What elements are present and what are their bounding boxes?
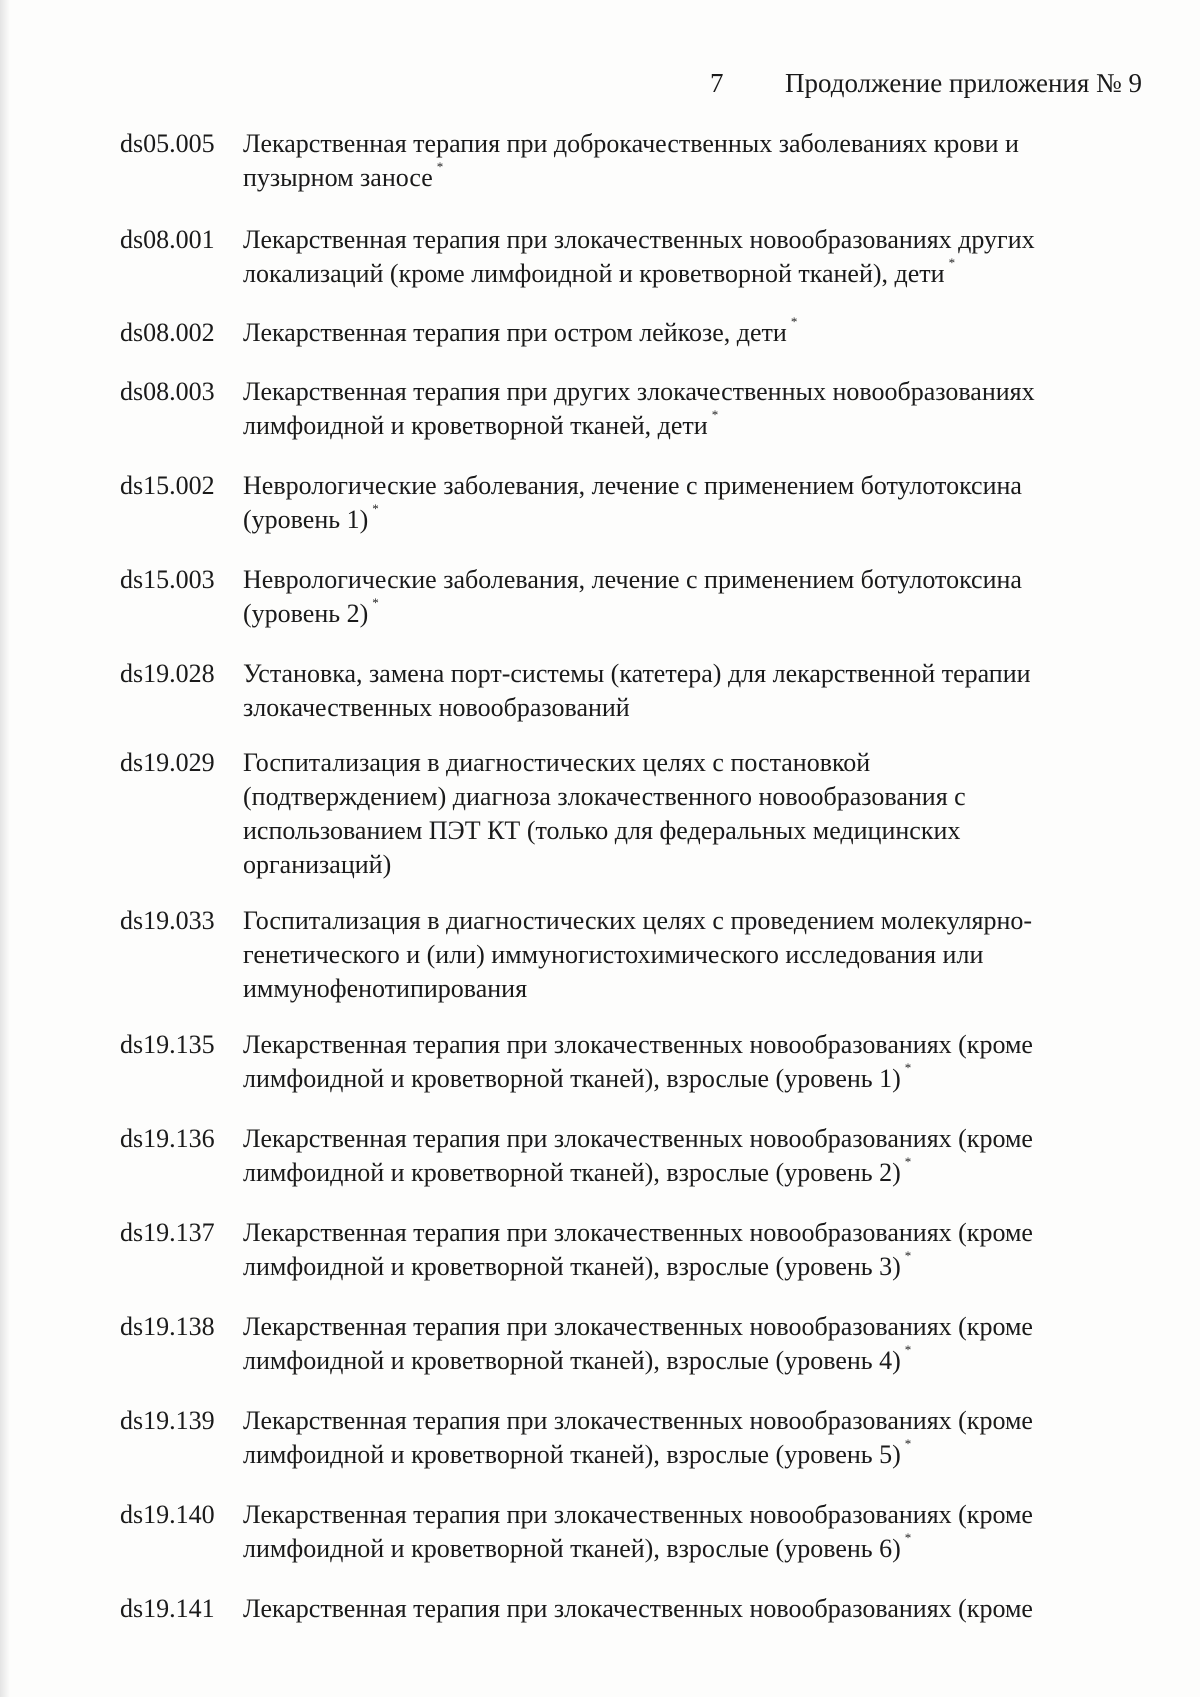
entry-code: ds19.033 bbox=[120, 906, 215, 935]
entry-code: ds08.002 bbox=[120, 318, 215, 347]
description-text: Неврологические заболевания, лечение с применением ботулотоксина bbox=[243, 565, 1022, 594]
asterisk-mark: * bbox=[790, 314, 798, 329]
description-line bbox=[243, 127, 1130, 161]
entry-description bbox=[243, 127, 1130, 199]
description-text: Лекарственная терапия при злокачественных новообразованиях (кроме bbox=[243, 1312, 1033, 1341]
description-line bbox=[243, 691, 1130, 725]
entry-description bbox=[243, 469, 1130, 541]
code-entry bbox=[120, 469, 1130, 541]
entry-description bbox=[243, 316, 1130, 354]
entry-code: ds08.001 bbox=[120, 225, 215, 254]
description-line bbox=[243, 1438, 1130, 1476]
description-line bbox=[243, 1122, 1130, 1156]
code-entry bbox=[120, 1404, 1130, 1476]
asterisk-mark: * bbox=[904, 1060, 912, 1075]
description-text: Лекарственная терапия при злокачественных новообразованиях (кроме bbox=[243, 1594, 1033, 1623]
description-text: Лекарственная терапия при злокачественных новообразованиях (кроме bbox=[243, 1124, 1033, 1153]
scan-edge-shadow bbox=[0, 0, 10, 1697]
entry-description bbox=[243, 1028, 1130, 1100]
asterisk-mark: * bbox=[904, 1248, 912, 1263]
description-line bbox=[243, 1250, 1130, 1288]
code-entry bbox=[120, 1310, 1130, 1382]
code-entry bbox=[120, 1122, 1130, 1194]
description-text: Лекарственная терапия при остром лейкозе, дети bbox=[243, 318, 787, 347]
code-entry bbox=[120, 223, 1130, 295]
entry-description bbox=[243, 223, 1130, 295]
description-line bbox=[243, 563, 1130, 597]
description-text: Лекарственная терапия при других злокачественных новообразованиях bbox=[243, 377, 1035, 406]
description-text: лимфоидной и кроветворной тканей), взрослые (уровень 3) bbox=[243, 1252, 901, 1281]
description-text: использованием ПЭТ КТ (только для федеральных медицинских bbox=[243, 816, 961, 845]
description-line bbox=[243, 1028, 1130, 1062]
asterisk-mark: * bbox=[711, 407, 719, 422]
code-entry bbox=[120, 904, 1130, 1006]
entry-description bbox=[243, 375, 1130, 447]
description-line bbox=[243, 223, 1130, 257]
appendix-continuation-title: Продолжение приложения № 9 bbox=[785, 68, 1143, 98]
entry-description bbox=[243, 657, 1130, 725]
entry-code: ds19.137 bbox=[120, 1218, 215, 1247]
description-line bbox=[243, 1310, 1130, 1344]
entry-description bbox=[243, 563, 1130, 635]
description-line bbox=[243, 1498, 1130, 1532]
description-line bbox=[243, 904, 1130, 938]
asterisk-mark: * bbox=[904, 1342, 912, 1357]
description-line bbox=[243, 375, 1130, 409]
description-text: Установка, замена порт-системы (катетера) для лекарственной терапии bbox=[243, 659, 1031, 688]
description-line bbox=[243, 161, 1130, 199]
description-line bbox=[243, 972, 1130, 1006]
description-line bbox=[243, 1062, 1130, 1100]
code-entry bbox=[120, 316, 1130, 354]
entry-description bbox=[243, 746, 1130, 882]
description-line bbox=[243, 1404, 1130, 1438]
asterisk-mark: * bbox=[372, 595, 379, 610]
entry-description bbox=[243, 1404, 1130, 1476]
code-entry bbox=[120, 127, 1130, 199]
description-line bbox=[243, 1344, 1130, 1382]
asterisk-mark: * bbox=[372, 501, 379, 516]
entry-description bbox=[243, 1592, 1130, 1626]
description-line bbox=[243, 814, 1130, 848]
description-line bbox=[243, 1532, 1130, 1570]
description-text: лимфоидной и кроветворной тканей, дети bbox=[243, 411, 708, 440]
code-entry bbox=[120, 563, 1130, 635]
description-text: организаций) bbox=[243, 850, 392, 879]
description-text: локализаций (кроме лимфоидной и кроветворной тканей), дети bbox=[243, 259, 945, 288]
entry-code: ds19.135 bbox=[120, 1030, 215, 1059]
asterisk-mark: * bbox=[904, 1154, 912, 1169]
description-line bbox=[243, 657, 1130, 691]
code-entry bbox=[120, 657, 1130, 725]
description-text: лимфоидной и кроветворной тканей), взрослые (уровень 5) bbox=[243, 1440, 901, 1469]
description-line bbox=[243, 848, 1130, 882]
description-text: иммунофенотипирования bbox=[243, 974, 528, 1003]
entry-code: ds19.138 bbox=[120, 1312, 215, 1341]
code-entry bbox=[120, 1592, 1130, 1626]
description-line bbox=[243, 409, 1130, 447]
description-line bbox=[243, 1156, 1130, 1194]
description-text: Лекарственная терапия при злокачественных новообразованиях (кроме bbox=[243, 1500, 1033, 1529]
description-text: (уровень 1) bbox=[243, 505, 369, 534]
description-line bbox=[243, 780, 1130, 814]
entry-description bbox=[243, 1310, 1130, 1382]
description-line bbox=[243, 597, 1130, 635]
entry-description bbox=[243, 1498, 1130, 1570]
description-text: Госпитализация в диагностических целях с проведением молекулярно- bbox=[243, 906, 1033, 935]
description-line bbox=[243, 938, 1130, 972]
asterisk-mark: * bbox=[948, 255, 956, 270]
code-entry bbox=[120, 746, 1130, 882]
code-entry bbox=[120, 1216, 1130, 1288]
description-line bbox=[243, 469, 1130, 503]
entry-code: ds19.140 bbox=[120, 1500, 215, 1529]
description-text: лимфоидной и кроветворной тканей), взрослые (уровень 2) bbox=[243, 1158, 901, 1187]
description-text: Неврологические заболевания, лечение с применением ботулотоксина bbox=[243, 471, 1022, 500]
description-text: генетического и (или) иммуногистохимического исследования или bbox=[243, 940, 984, 969]
description-line bbox=[243, 257, 1130, 295]
code-entry bbox=[120, 1028, 1130, 1100]
description-line bbox=[243, 1216, 1130, 1250]
description-text: лимфоидной и кроветворной тканей), взрослые (уровень 1) bbox=[243, 1064, 901, 1093]
entry-description bbox=[243, 1122, 1130, 1194]
description-text: Госпитализация в диагностических целях с постановкой bbox=[243, 748, 871, 777]
entry-code: ds19.141 bbox=[120, 1594, 215, 1623]
description-text: (уровень 2) bbox=[243, 599, 369, 628]
description-text: злокачественных новообразований bbox=[243, 693, 630, 722]
asterisk-mark: * bbox=[904, 1436, 912, 1451]
entry-code: ds19.139 bbox=[120, 1406, 215, 1435]
description-line bbox=[243, 503, 1130, 541]
entry-code: ds08.003 bbox=[120, 377, 215, 406]
code-list bbox=[120, 127, 1130, 1626]
description-text: пузырном заносе bbox=[243, 163, 433, 192]
page-header bbox=[0, 68, 1200, 108]
description-text: Лекарственная терапия при злокачественных новообразованиях (кроме bbox=[243, 1218, 1033, 1247]
entry-code: ds15.002 bbox=[120, 471, 215, 500]
description-text: (подтверждением) диагноза злокачественного новообразования с bbox=[243, 782, 966, 811]
entry-description bbox=[243, 1216, 1130, 1288]
entry-code: ds19.136 bbox=[120, 1124, 215, 1153]
entry-code: ds15.003 bbox=[120, 565, 215, 594]
entry-description bbox=[243, 904, 1130, 1006]
entry-code: ds05.005 bbox=[120, 129, 215, 158]
description-line bbox=[243, 1592, 1130, 1626]
description-text: Лекарственная терапия при злокачественных новообразованиях (кроме bbox=[243, 1030, 1033, 1059]
description-line bbox=[243, 316, 1130, 354]
asterisk-mark: * bbox=[904, 1530, 912, 1545]
description-text: лимфоидной и кроветворной тканей), взрослые (уровень 6) bbox=[243, 1534, 901, 1563]
code-entry bbox=[120, 1498, 1130, 1570]
entry-code: ds19.029 bbox=[120, 748, 215, 777]
description-text: лимфоидной и кроветворной тканей), взрослые (уровень 4) bbox=[243, 1346, 901, 1375]
description-line bbox=[243, 746, 1130, 780]
description-text: Лекарственная терапия при злокачественных новообразованиях (кроме bbox=[243, 1406, 1033, 1435]
page-number: 7 bbox=[710, 68, 724, 98]
asterisk-mark: * bbox=[436, 159, 444, 174]
description-text: Лекарственная терапия при злокачественных новообразованиях других bbox=[243, 225, 1035, 254]
description-text: Лекарственная терапия при доброкачественных заболеваниях крови и bbox=[243, 129, 1019, 158]
entry-code: ds19.028 bbox=[120, 659, 215, 688]
code-entry bbox=[120, 375, 1130, 447]
